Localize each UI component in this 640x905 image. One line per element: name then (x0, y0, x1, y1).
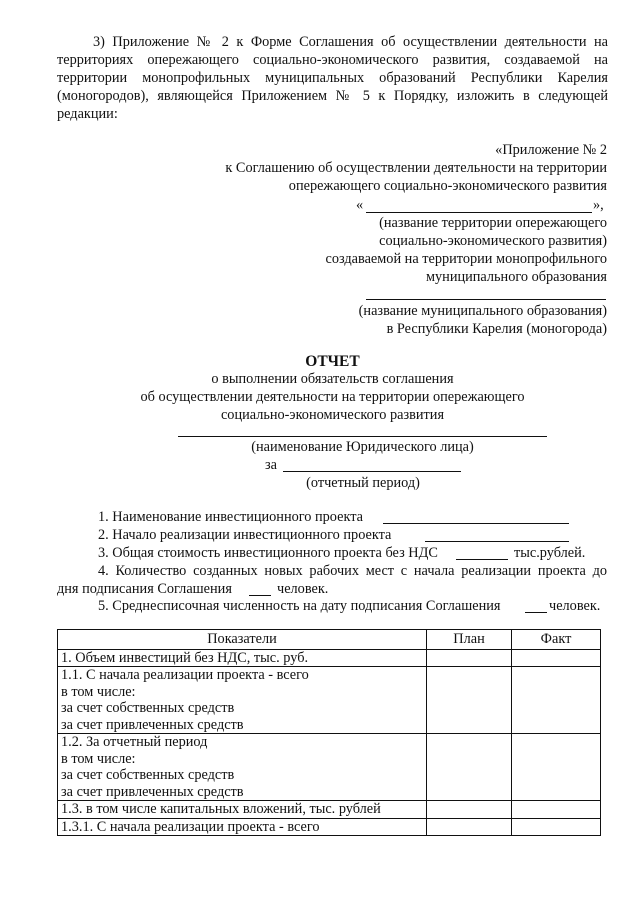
appendix-line-6: социально-экономического развития) (379, 233, 607, 249)
period-caption: (отчетный период) (306, 475, 420, 491)
fact-cell[interactable] (512, 649, 601, 667)
appendix-line-7: создаваемой на территории монопрофильного (325, 251, 607, 267)
item-4-continuation: дня подписания Соглашения (57, 581, 232, 597)
appendix-line-3: опережающего социально-экономического развития (288, 178, 607, 194)
report-subtitle-1: о выполнении обязательств соглашения (211, 371, 454, 387)
report-title: ОТЧЕТ (305, 353, 360, 370)
appendix-quote-open: « (356, 197, 364, 213)
entity-name-caption: (наименование Юридического лица) (251, 439, 474, 455)
period-prefix: за (265, 457, 277, 473)
item-5-blank (525, 612, 547, 613)
intro-line-1: 3) Приложение № 2 к Форме Соглашения об осуществлении деятельности на (93, 34, 608, 50)
indicators-table (57, 629, 601, 836)
indicator-cell (58, 801, 427, 819)
header-fact: Факт (512, 630, 601, 650)
indicator-text: за счет собственных средств (61, 700, 235, 716)
item-4-unit: человек. (277, 581, 329, 597)
municipality-name-blank (366, 299, 606, 300)
indicator-cell (58, 649, 427, 667)
plan-cell[interactable] (427, 734, 512, 801)
item-4-label: 4. Количество созданных новых рабочих мест с начала реализации проекта до (98, 563, 607, 579)
intro-line-5: редакции: (57, 106, 118, 122)
table-row (58, 734, 601, 801)
appendix-quote-close: », (593, 197, 604, 213)
plan-cell[interactable] (427, 801, 512, 819)
indicator-text: за счет собственных средств (61, 767, 235, 783)
indicator-text: за счет привлеченных средств (61, 716, 244, 733)
item-1-blank (383, 523, 569, 524)
fact-cell[interactable] (512, 801, 601, 819)
indicator-text: 1. Объем инвестиций без НДС, тыс. руб. (61, 649, 309, 666)
item-5-unit: человек. (549, 598, 601, 614)
indicator-text: в том числе: (61, 683, 136, 700)
plan-cell[interactable] (427, 667, 512, 734)
indicator-text: в том числе: (61, 750, 136, 767)
item-3-label: 3. Общая стоимость инвестиционного проекта без НДС (98, 545, 438, 561)
plan-cell[interactable] (427, 649, 512, 667)
report-subtitle-3: социально-экономического развития (220, 407, 445, 423)
appendix-line-2: к Соглашению об осуществлении деятельности на территории (225, 160, 607, 176)
period-blank (283, 471, 461, 472)
appendix-line-8: муниципального образования (425, 269, 607, 285)
indicator-text: 1.3.1. С начала реализации проекта - всего (61, 818, 320, 835)
header-indicators: Показатели (58, 630, 427, 650)
appendix-label: «Приложение № 2 (495, 142, 607, 158)
territory-name-blank (366, 212, 592, 213)
intro-line-2: территориях опережающего социально-экономического развития, создаваемой на (57, 52, 608, 68)
table-row (58, 667, 601, 734)
item-5-label: 5. Среднесписочная численность на дату подписания Соглашения (98, 598, 501, 614)
table-header-row (58, 630, 601, 650)
indicator-cell (58, 734, 427, 801)
indicator-text: 1.1. С начала реализации проекта - всего (61, 667, 309, 683)
item-3-blank (456, 559, 508, 560)
indicator-text: 1.3. в том числе капитальных вложений, тыс. рублей (61, 801, 381, 817)
fact-cell[interactable] (512, 818, 601, 836)
indicator-text: 1.2. За отчетный период (61, 734, 208, 750)
item-2-label: 2. Начало реализации инвестиционного проекта (98, 527, 392, 543)
entity-name-blank (178, 436, 547, 437)
fact-cell[interactable] (512, 734, 601, 801)
report-subtitle-2: об осуществлении деятельности на территории опережающего (140, 389, 525, 405)
item-4-blank (249, 595, 271, 596)
item-3-unit: тыс.рублей. (514, 545, 586, 561)
table-row (58, 649, 601, 667)
indicator-cell (58, 667, 427, 734)
municipality-name-caption: (название муниципального образования) (358, 303, 607, 319)
table-row (58, 818, 601, 836)
indicator-text: за счет привлеченных средств (61, 783, 244, 800)
table-row (58, 801, 601, 819)
item-1-label: 1. Наименование инвестиционного проекта (98, 509, 363, 525)
header-plan: План (427, 630, 512, 650)
indicator-cell (58, 818, 427, 836)
intro-line-3: территории монопрофильных муниципальных образований Республики Карелия (57, 70, 608, 86)
fact-cell[interactable] (512, 667, 601, 734)
intro-line-4: (моногородов), являющейся Приложением № 5 к Порядку, изложить в следующей (57, 88, 608, 104)
plan-cell[interactable] (427, 818, 512, 836)
item-2-blank (425, 541, 569, 542)
territory-name-caption: (название территории опережающего (379, 215, 607, 231)
appendix-line-10: в Республики Карелия (моногорода) (386, 321, 607, 337)
